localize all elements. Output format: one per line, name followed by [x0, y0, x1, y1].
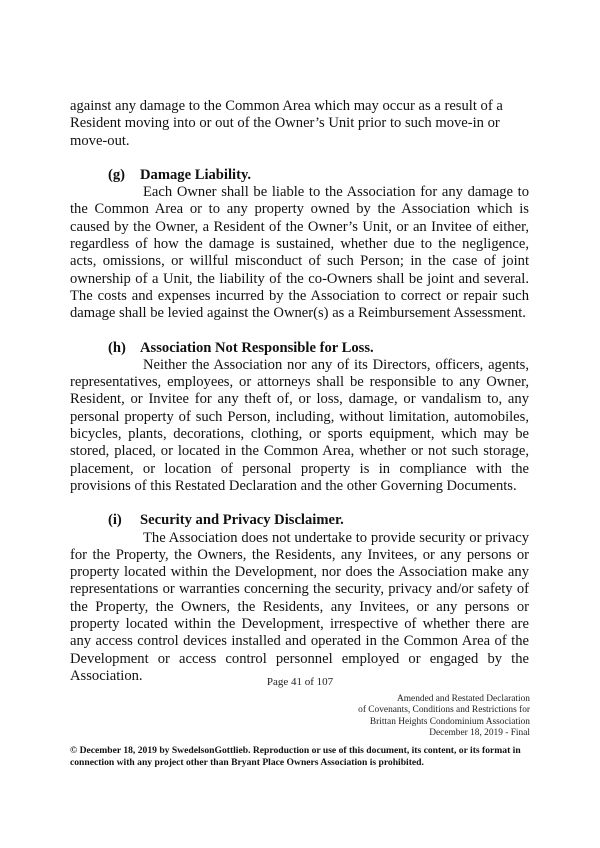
section-heading: [70, 167, 529, 184]
section-number: (i): [108, 512, 122, 529]
document-info: [358, 694, 530, 740]
section-number: (h): [108, 339, 126, 356]
page-number: Page 41 of 107: [266, 676, 334, 688]
doc-info-line: Amended and Restated Declaration: [396, 694, 530, 704]
section-title: Association Not Responsible for Loss.: [140, 339, 374, 356]
doc-info-line: of Covenants, Conditions and Restrictions for: [358, 705, 530, 716]
section-body: The Association does not undertake to provide security or privacy for the Property, the Owners, the Residents, any Invitees, or any persons or property located within the Development, nor does the Association make any representations or warranties concerning the security, privacy and/or safety of the Property, the Owners, the Residents, any Invitees, or any persons or property located within the Development, irrespective of whether there are any access control devices installed and operated in the Common Area of the Development or access control personnel employed or engaged by the Association.: [70, 529, 529, 684]
section-body: Each Owner shall be liable to the Association for any damage to the Common Area or to any property owned by the Association which is caused by the Owner, a Resident of the Owner’s Unit, or an Invitee of either, regardless of how the damage is sustained, whether due to the negligence, acts, omissions, or willful misconduct of such Person; in the case of joint ownership of a Unit, the liability of the co-Owners shall be joint and several. The costs and expenses incurred by the Association to correct or repair such damage shall be levied against the Owner(s) as a Reimbursement Assessment.: [70, 184, 529, 322]
copyright-notice: © December 18, 2019 by SwedelsonGottlieb. Reproduction or use of this document, its content, or its format in connection with any project other than Bryant Place Owners Association is prohibited.: [70, 745, 521, 768]
section-heading: [70, 512, 529, 529]
section-title: Security and Privacy Disclaimer.: [140, 512, 344, 529]
doc-info-line: Brittan Heights Condominium Association: [369, 716, 530, 727]
doc-info-line: December 18, 2019 - Final: [429, 728, 530, 739]
section-heading: [70, 340, 529, 357]
document-body: [70, 98, 529, 685]
section-i: [70, 512, 529, 685]
section-number: (g): [108, 166, 126, 183]
section-h: [70, 340, 529, 496]
continuation-paragraph: against any damage to the Common Area which may occur as a result of a Resident moving into or out of the Owner’s Unit prior to such move-in or move-out.: [70, 98, 503, 149]
section-title: Damage Liability.: [140, 166, 252, 183]
section-g: [70, 167, 529, 323]
section-body: Neither the Association nor any of its Directors, officers, agents, representatives, employees, or attorneys shall be responsible to any Owner, Resident, or Invitee for any theft of, or loss, damage, or vandalism to, any personal property of such Person, including, without limitation, automobiles, bicycles, plants, decorations, clothing, or sports equipment, which may be stored, placed, or located in the Common Area, whether or not such storage, placement, or location of personal property is in compliance with the provisions of this Restated Declaration and the other Governing Documents.: [70, 356, 529, 494]
